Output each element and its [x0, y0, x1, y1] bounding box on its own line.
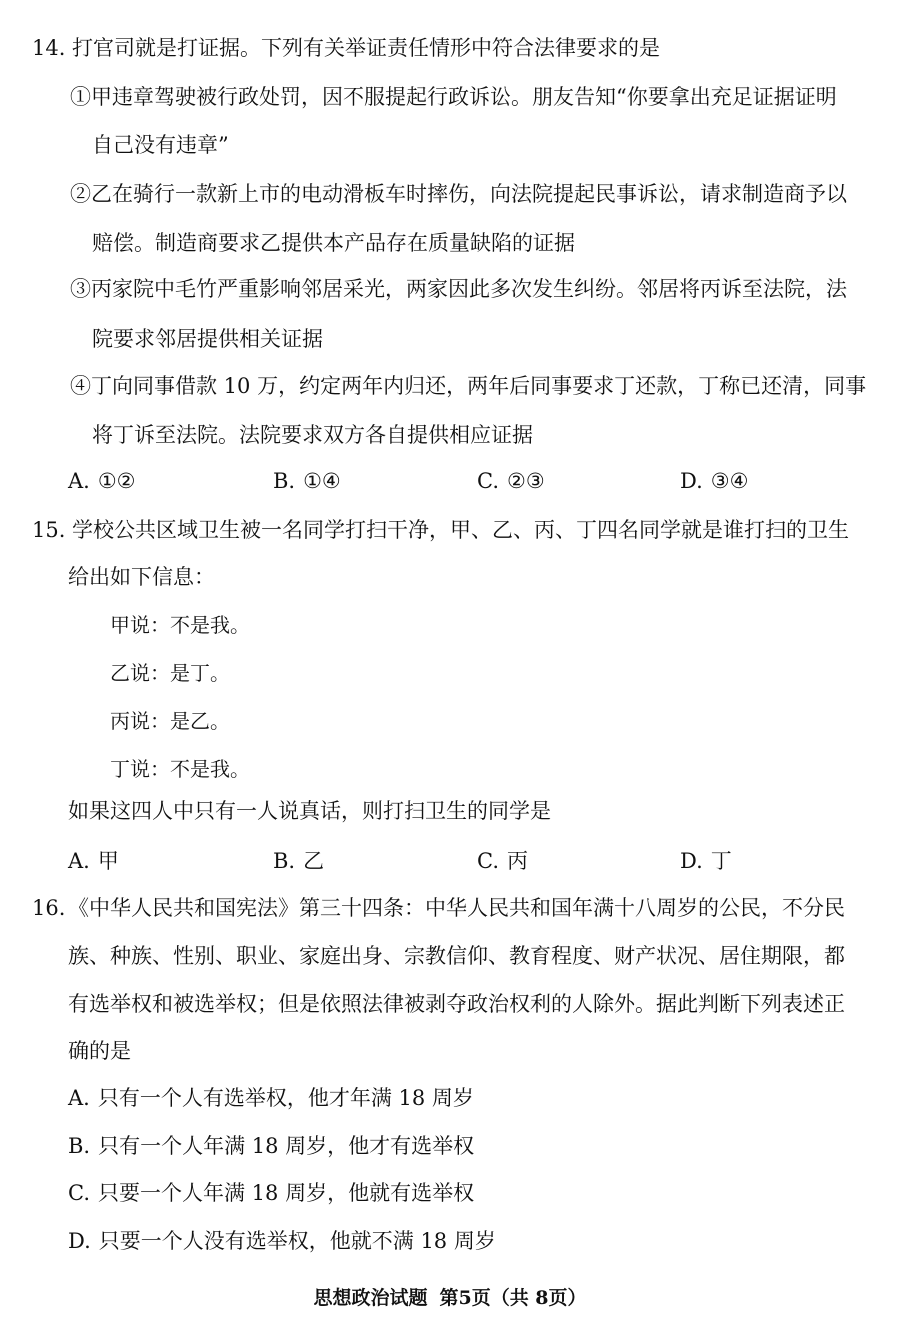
option-d[interactable] — [68, 1226, 496, 1256]
option-label: A. — [68, 849, 90, 873]
question-stem: 打官司就是打证据。下列有关举证责任情形中符合法律要求的是 — [72, 36, 660, 60]
item-1-line-1: ①甲违章驾驶被行政处罚，因不服提起行政诉讼。朋友告知“你要拿出充足证据证明 — [70, 85, 837, 109]
option-label: B. — [273, 849, 296, 873]
footer-page-number: 第5页（共 8页） — [439, 1287, 587, 1309]
question-stem-line-4: 确的是 — [68, 1039, 131, 1063]
option-d[interactable] — [680, 846, 732, 876]
statement-jia: 甲说：不是我。 — [110, 613, 250, 637]
item-4-line-2: 将丁诉至法院。法院要求双方各自提供相应证据 — [92, 423, 533, 447]
option-b[interactable] — [273, 846, 324, 876]
question-stem-line-1: 学校公共区域卫生被一名同学打扫干净，甲、乙、丙、丁四名同学就是谁打扫的卫生 — [72, 518, 849, 542]
statement-yi: 乙说：是丁。 — [110, 661, 230, 685]
statement-ding: 丁说：不是我。 — [110, 757, 250, 781]
option-label: D. — [68, 1229, 91, 1253]
option-label: D. — [680, 469, 703, 493]
option-text: ③④ — [710, 469, 749, 493]
footer-subject: 思想政治试题 — [313, 1287, 428, 1309]
option-text: 甲 — [97, 849, 119, 873]
option-text: 只有一个人有选举权，他才年满 18 周岁 — [97, 1086, 474, 1110]
option-label: C. — [477, 849, 499, 873]
option-d[interactable] — [680, 466, 748, 496]
question-stem-line-2: 给出如下信息： — [68, 565, 215, 589]
option-c[interactable] — [477, 846, 528, 876]
item-4-line-1: ④丁向同事借款 10 万，约定两年内归还，两年后同事要求丁还款，丁称已还清，同事 — [70, 374, 867, 398]
item-1-line-2: 自己没有违章” — [92, 133, 229, 157]
question-number: 14. — [32, 36, 66, 60]
option-label: D. — [680, 849, 703, 873]
option-text: 只要一个人没有选举权，他就不满 18 周岁 — [98, 1229, 496, 1253]
option-b[interactable] — [273, 466, 341, 496]
item-3-line-1: ③丙家院中毛竹严重影响邻居采光，两家因此多次发生纠纷。邻居将丙诉至法院，法 — [70, 277, 847, 301]
option-text: 丙 — [507, 849, 528, 873]
question-number: 16. — [32, 896, 66, 920]
option-a[interactable] — [68, 1083, 474, 1113]
page-footer — [0, 1283, 900, 1310]
option-label: A. — [68, 469, 90, 493]
option-label: C. — [68, 1181, 90, 1205]
option-label: B. — [273, 469, 296, 493]
option-c[interactable] — [477, 466, 545, 496]
option-text: ①④ — [303, 469, 341, 493]
option-text: 只要一个人年满 18 周岁，他就有选举权 — [98, 1181, 475, 1205]
option-label: B. — [68, 1134, 91, 1158]
option-text: 乙 — [303, 849, 325, 873]
question-number: 15. — [32, 518, 66, 542]
option-a[interactable] — [68, 466, 136, 496]
option-text: ①② — [97, 469, 136, 493]
option-b[interactable] — [68, 1131, 474, 1161]
option-text: 丁 — [710, 849, 732, 873]
option-label: A. — [68, 1086, 90, 1110]
question-stem-line-3: 有选举权和被选举权；但是依照法律被剥夺政治权利的人除外。据此判断下列表述正 — [68, 992, 845, 1016]
item-2-line-2: 赔偿。制造商要求乙提供本产品存在质量缺陷的证据 — [92, 231, 575, 255]
option-text: ②③ — [507, 469, 545, 493]
option-text: 只有一个人年满 18 周岁，他才有选举权 — [98, 1134, 475, 1158]
option-label: C. — [477, 469, 499, 493]
statement-bing: 丙说：是乙。 — [110, 709, 230, 733]
question-prompt: 如果这四人中只有一人说真话，则打扫卫生的同学是 — [68, 799, 551, 823]
option-a[interactable] — [68, 846, 119, 876]
question-stem-line-2: 族、种族、性别、职业、家庭出身、宗教信仰、教育程度、财产状况、居住期限，都 — [68, 944, 845, 968]
item-3-line-2: 院要求邻居提供相关证据 — [92, 327, 323, 351]
option-c[interactable] — [68, 1178, 474, 1208]
question-stem-line-1: 《中华人民共和国宪法》第三十四条：中华人民共和国年满十八周岁的公民，不分民 — [68, 896, 845, 920]
item-2-line-1: ②乙在骑行一款新上市的电动滑板车时摔伤，向法院提起民事诉讼，请求制造商予以 — [70, 182, 847, 206]
